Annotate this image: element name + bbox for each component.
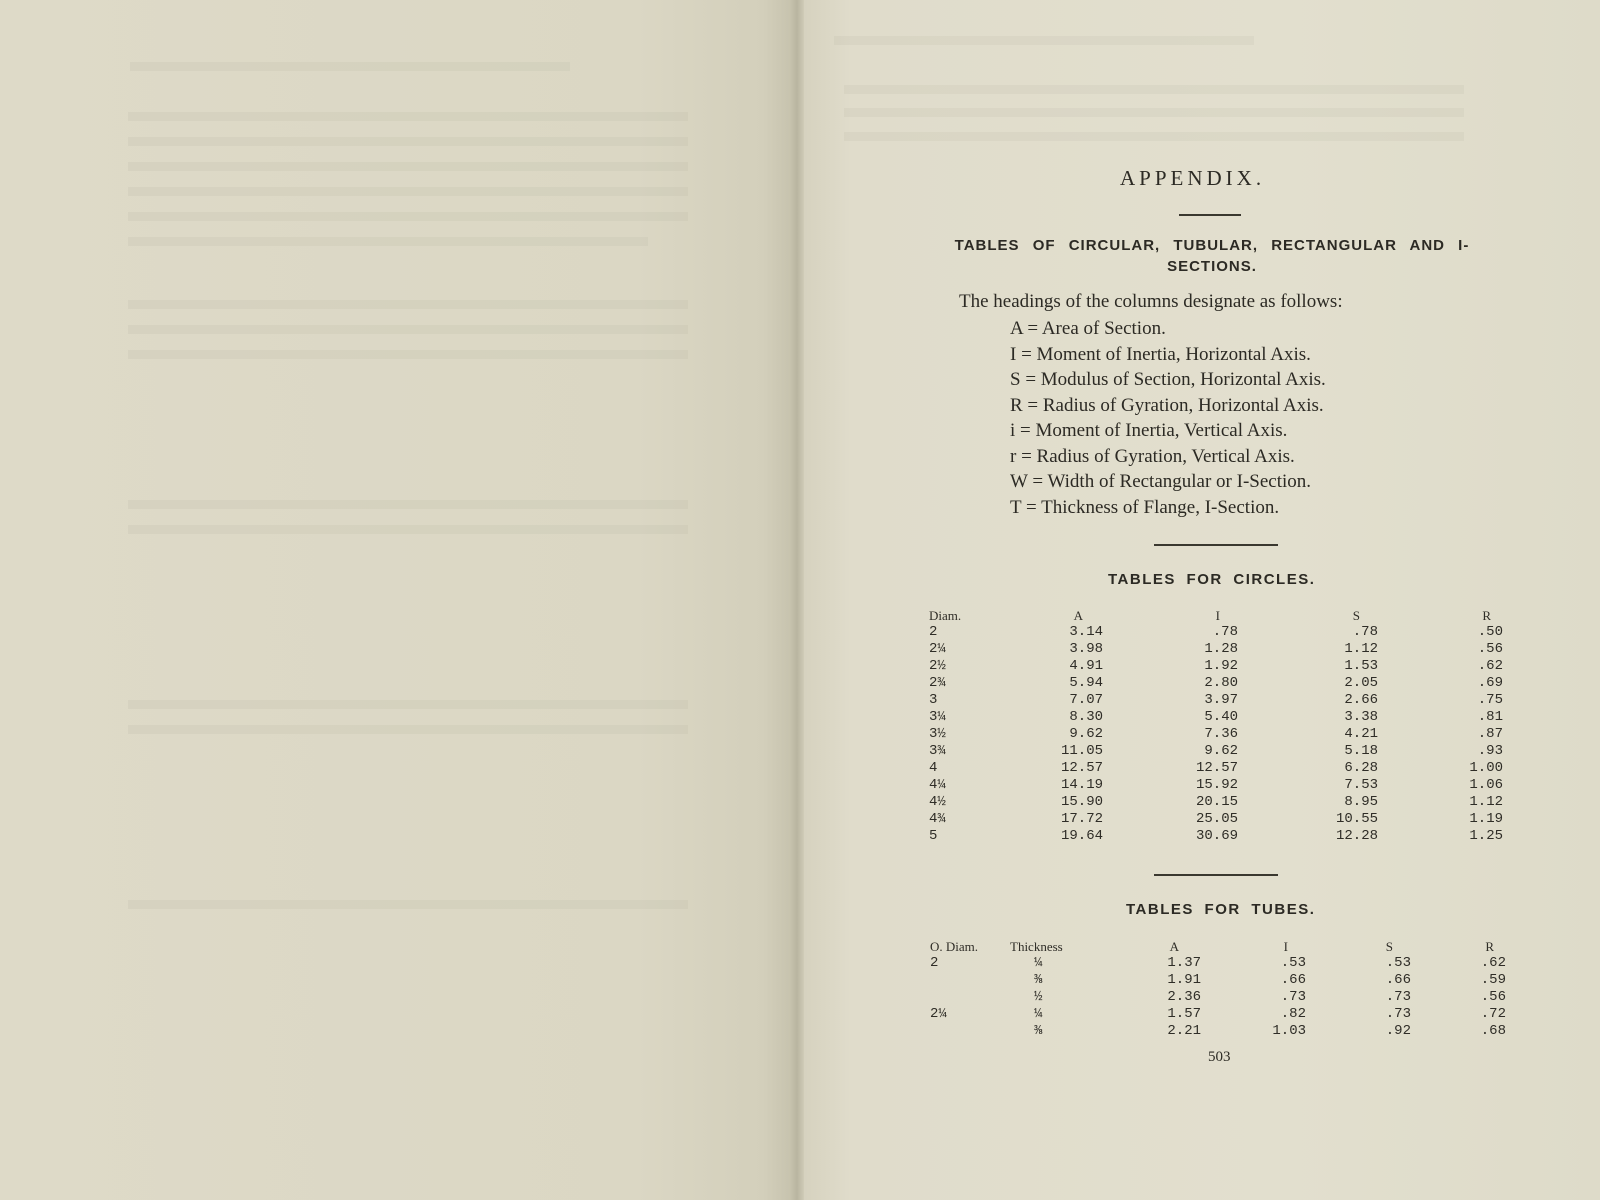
table-cell: 8.30 bbox=[1069, 709, 1103, 725]
table-row bbox=[929, 641, 1503, 658]
table-cell bbox=[930, 972, 1008, 989]
table-row bbox=[930, 1023, 1506, 1040]
column-header: I bbox=[1283, 939, 1288, 954]
table-cell: 1.12 bbox=[1344, 641, 1378, 657]
table-cell: .78 bbox=[1352, 624, 1378, 640]
table-cell: 9.62 bbox=[1204, 743, 1238, 759]
table-cell: 14.19 bbox=[1060, 777, 1103, 793]
table-cell: .81 bbox=[1477, 709, 1503, 725]
table-cell: ⅜ bbox=[1034, 972, 1043, 988]
column-header: I bbox=[1215, 608, 1220, 623]
legend-item: I = Moment of Inertia, Horizontal Axis. bbox=[1010, 343, 1311, 365]
table-cell: .56 bbox=[1480, 989, 1506, 1005]
title-rule bbox=[1179, 214, 1241, 216]
column-header: S bbox=[1385, 939, 1393, 954]
appendix-title: APPENDIX. bbox=[1120, 166, 1266, 190]
column-header: Diam. bbox=[929, 608, 962, 623]
column-header: Thickness bbox=[1010, 939, 1063, 954]
legend-item: A = Area of Section. bbox=[1010, 318, 1166, 339]
table-cell: .72 bbox=[1480, 1006, 1506, 1022]
table-cell: 15.90 bbox=[1060, 794, 1103, 810]
table-cell: .73 bbox=[1385, 989, 1411, 1005]
table-cell: 2 bbox=[930, 955, 939, 971]
table-row bbox=[929, 709, 1503, 726]
table-cell: .75 bbox=[1477, 692, 1503, 708]
table-cell: .59 bbox=[1480, 972, 1506, 988]
table-cell: 4.91 bbox=[1069, 658, 1103, 674]
table-row bbox=[929, 760, 1503, 777]
table-cell: 8.95 bbox=[1344, 794, 1378, 810]
table-cell bbox=[930, 989, 1008, 1006]
table-cell: .73 bbox=[1280, 989, 1306, 1005]
table-header-row bbox=[929, 608, 1503, 624]
circles-title: TABLES FOR CIRCLES. bbox=[1108, 571, 1316, 588]
table-cell: 3.38 bbox=[1344, 709, 1378, 725]
table-cell: 4 bbox=[929, 760, 938, 776]
column-header: A bbox=[1073, 608, 1083, 623]
table-cell: 7.36 bbox=[1204, 726, 1238, 742]
page-number: 503 bbox=[1208, 1049, 1231, 1065]
table-cell: 3.97 bbox=[1204, 692, 1238, 708]
table-cell: 17.72 bbox=[1060, 811, 1103, 827]
table-cell: 4¾ bbox=[929, 811, 946, 827]
table-cell: 7.07 bbox=[1069, 692, 1103, 708]
left-page-blank bbox=[0, 0, 795, 1200]
table-cell: 9.62 bbox=[1069, 726, 1103, 742]
table-row bbox=[929, 828, 1503, 845]
table-row bbox=[930, 1006, 1506, 1023]
book-gutter bbox=[790, 0, 804, 1200]
table-cell: 7.53 bbox=[1344, 777, 1378, 793]
table-cell: 3.98 bbox=[1069, 641, 1103, 657]
table-cell: 5.40 bbox=[1204, 709, 1238, 725]
table-header-row bbox=[930, 939, 1506, 955]
table-cell: .53 bbox=[1280, 955, 1306, 971]
table-cell: ¼ bbox=[1034, 1006, 1043, 1022]
tubes-title: TABLES FOR TUBES. bbox=[1126, 901, 1316, 918]
column-header: S bbox=[1352, 608, 1360, 623]
table-cell: 12.57 bbox=[1060, 760, 1103, 776]
section-rule bbox=[1154, 544, 1278, 546]
table-row bbox=[929, 777, 1503, 794]
table-cell: 6.28 bbox=[1344, 760, 1378, 776]
table-cell: 1.37 bbox=[1167, 955, 1201, 971]
circles-table bbox=[929, 608, 1503, 845]
table-cell: 3 bbox=[929, 692, 938, 708]
table-cell: .56 bbox=[1477, 641, 1503, 657]
table-cell: .66 bbox=[1280, 972, 1306, 988]
table-cell: 1.92 bbox=[1204, 658, 1238, 674]
table-cell: 12.28 bbox=[1335, 828, 1378, 844]
table-cell: 2¾ bbox=[929, 675, 946, 691]
column-legend bbox=[1010, 316, 1326, 520]
table-cell: 3¾ bbox=[929, 743, 946, 759]
table-row bbox=[929, 675, 1503, 692]
tubes-table bbox=[930, 939, 1506, 1040]
table-row bbox=[930, 955, 1506, 972]
table-cell: .92 bbox=[1385, 1023, 1411, 1039]
appendix-subtitle: TABLES OF CIRCULAR, TUBULAR, RECTANGULAR AND I-SECTIONS. bbox=[954, 237, 1470, 275]
table-row bbox=[929, 658, 1503, 675]
table-row bbox=[930, 989, 1506, 1006]
table-cell: 2½ bbox=[929, 658, 946, 674]
legend-item: W = Width of Rectangular or I-Section. bbox=[1010, 471, 1312, 492]
table-cell: .62 bbox=[1480, 955, 1506, 971]
column-header: A bbox=[1169, 939, 1179, 954]
table-row bbox=[929, 726, 1503, 743]
table-cell: 10.55 bbox=[1335, 811, 1378, 827]
table-row bbox=[930, 972, 1506, 989]
table-cell: 1.91 bbox=[1167, 972, 1201, 988]
table-cell: 11.05 bbox=[1060, 743, 1103, 759]
table-cell: .62 bbox=[1477, 658, 1503, 674]
table-cell: 15.92 bbox=[1195, 777, 1238, 793]
column-header: O. Diam. bbox=[930, 939, 979, 954]
table-cell: 1.06 bbox=[1469, 777, 1503, 793]
table-cell: .50 bbox=[1477, 624, 1503, 640]
table-cell: 5 bbox=[929, 828, 938, 844]
table-cell: .82 bbox=[1280, 1006, 1306, 1022]
table-cell: 20.15 bbox=[1195, 794, 1238, 810]
table-cell: 4½ bbox=[929, 794, 946, 810]
table-row bbox=[929, 743, 1503, 760]
legend-item: R = Radius of Gyration, Horizontal Axis. bbox=[1010, 394, 1324, 416]
table-cell: 2.05 bbox=[1344, 675, 1378, 691]
table-cell: 2 bbox=[929, 624, 938, 640]
table-cell: ¼ bbox=[1034, 955, 1043, 971]
table-cell: 2.80 bbox=[1204, 675, 1238, 691]
legend-item: S = Modulus of Section, Horizontal Axis. bbox=[1010, 369, 1326, 390]
table-cell: 4¼ bbox=[929, 777, 946, 793]
table-cell: 1.00 bbox=[1469, 760, 1503, 776]
table-cell: .73 bbox=[1385, 1006, 1411, 1022]
table-row bbox=[929, 624, 1503, 641]
table-cell: 2.66 bbox=[1344, 692, 1378, 708]
table-cell: 1.28 bbox=[1204, 641, 1238, 657]
table-cell: .69 bbox=[1477, 675, 1503, 691]
table-cell: 3.14 bbox=[1069, 624, 1103, 640]
table-cell: 30.69 bbox=[1195, 828, 1238, 844]
table-cell: .53 bbox=[1385, 955, 1411, 971]
table-cell: .66 bbox=[1385, 972, 1411, 988]
table-cell: 1.03 bbox=[1272, 1023, 1306, 1039]
table-cell: 5.18 bbox=[1344, 743, 1378, 759]
table-cell: ½ bbox=[1034, 989, 1043, 1005]
table-cell: 2.36 bbox=[1167, 989, 1201, 1005]
table-cell: 1.12 bbox=[1469, 794, 1503, 810]
table-cell: .87 bbox=[1477, 726, 1503, 742]
table-cell: 1.19 bbox=[1469, 811, 1503, 827]
table-cell: 2¼ bbox=[930, 1006, 947, 1022]
table-cell: 12.57 bbox=[1195, 760, 1238, 776]
table-cell: .78 bbox=[1212, 624, 1238, 640]
table-cell: .68 bbox=[1480, 1023, 1506, 1039]
table-cell: 3½ bbox=[929, 726, 946, 742]
legend-item: r = Radius of Gyration, Vertical Axis. bbox=[1010, 445, 1295, 467]
table-cell bbox=[930, 1023, 1008, 1040]
table-row bbox=[929, 811, 1503, 828]
table-cell: .93 bbox=[1477, 743, 1503, 759]
column-header: R bbox=[1485, 939, 1494, 954]
table-row bbox=[929, 794, 1503, 811]
section-rule bbox=[1154, 874, 1278, 876]
table-cell: 2.21 bbox=[1167, 1023, 1201, 1039]
table-row bbox=[929, 692, 1503, 709]
table-cell: 5.94 bbox=[1069, 675, 1103, 691]
table-cell: 19.64 bbox=[1060, 828, 1103, 844]
legend-intro: The headings of the columns designate as follows: bbox=[959, 291, 1343, 312]
table-cell: 3¼ bbox=[929, 709, 946, 725]
table-cell: 4.21 bbox=[1344, 726, 1378, 742]
table-cell: 1.25 bbox=[1469, 828, 1503, 844]
legend-item: i = Moment of Inertia, Vertical Axis. bbox=[1010, 420, 1288, 441]
table-cell: 2¼ bbox=[929, 641, 946, 657]
table-cell: 25.05 bbox=[1195, 811, 1238, 827]
column-header: R bbox=[1482, 608, 1491, 623]
table-cell: ⅜ bbox=[1034, 1023, 1043, 1039]
table-cell: 1.57 bbox=[1167, 1006, 1201, 1022]
legend-item: T = Thickness of Flange, I-Section. bbox=[1010, 496, 1280, 518]
table-cell: 1.53 bbox=[1344, 658, 1378, 674]
